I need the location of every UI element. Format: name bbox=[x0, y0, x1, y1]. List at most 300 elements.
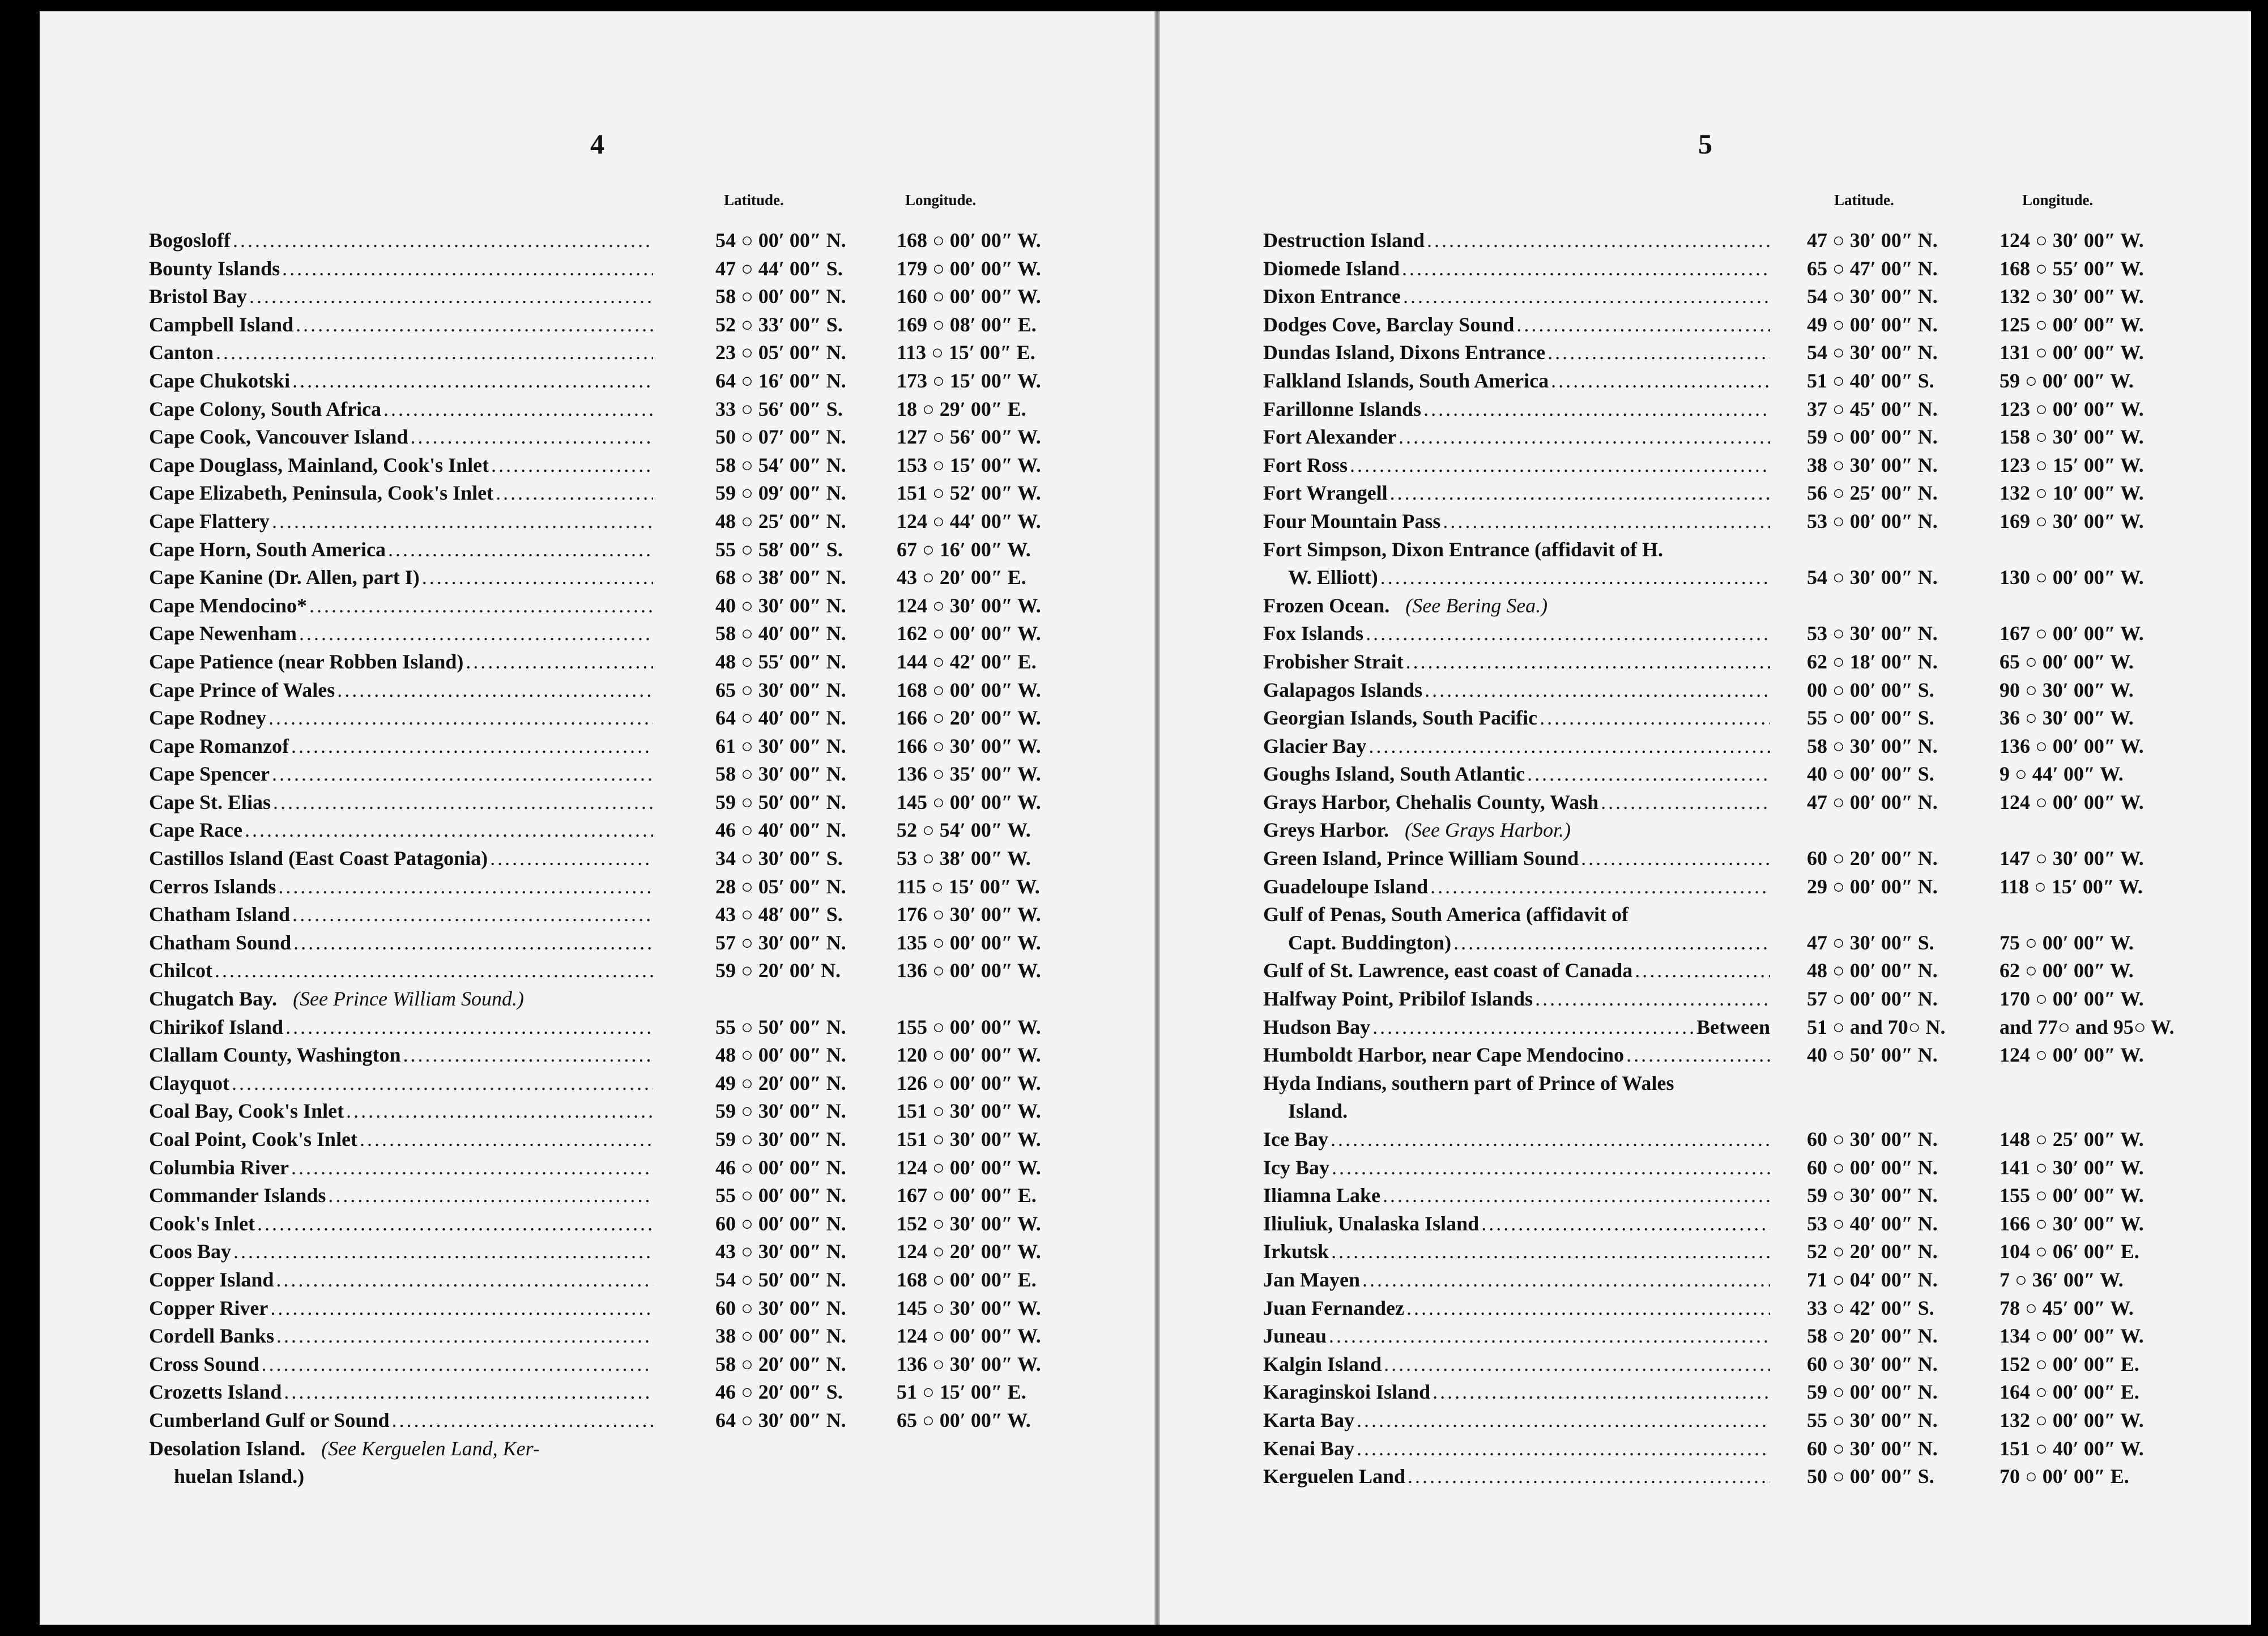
list-item bbox=[1263, 1210, 2215, 1238]
list-item bbox=[1263, 1294, 2215, 1323]
leader-dots bbox=[282, 255, 653, 283]
list-item bbox=[1263, 1097, 2215, 1126]
place-name bbox=[149, 845, 653, 873]
place-name-text: Cook's Inlet bbox=[149, 1212, 255, 1235]
place-name bbox=[1263, 339, 1770, 367]
place-name-text: Juneau bbox=[1263, 1324, 1327, 1348]
book-gutter bbox=[1154, 11, 1160, 1625]
leader-dots bbox=[1581, 845, 1770, 873]
longitude-value: 164 ○ 00′ 00″ E. bbox=[2000, 1381, 2139, 1404]
place-name-text: Cape Chukotski bbox=[149, 369, 291, 392]
leader-dots bbox=[1369, 732, 1770, 761]
longitude-value: 179 ○ 00′ 00″ W. bbox=[897, 257, 1041, 280]
longitude-value: 168 ○ 00′ 00″ W. bbox=[897, 678, 1041, 701]
longitude-value: 158 ○ 30′ 00″ W. bbox=[2000, 425, 2144, 449]
place-name bbox=[149, 873, 653, 901]
place-name-text: Kerguelen Land bbox=[1263, 1465, 1406, 1488]
place-name-text: Copper River bbox=[149, 1296, 268, 1319]
leader-dots bbox=[1540, 704, 1770, 732]
list-item bbox=[149, 479, 1101, 508]
list-item bbox=[149, 816, 1101, 845]
latitude-value: 53 ○ 40′ 00″ N. bbox=[1807, 1212, 1938, 1235]
longitude-value: 78 ○ 45′ 00″ W. bbox=[2000, 1296, 2134, 1319]
leader-dots bbox=[1433, 1378, 1770, 1407]
leader-dots bbox=[278, 873, 653, 901]
latitude-value: 57 ○ 30′ 00″ N. bbox=[715, 931, 846, 954]
latitude-value: 40 ○ 50′ 00″ N. bbox=[1807, 1043, 1938, 1067]
place-name-text: Bogosloff bbox=[149, 229, 231, 252]
latitude-value: 58 ○ 20′ 00″ N. bbox=[1807, 1324, 1938, 1348]
list-item bbox=[149, 648, 1101, 676]
place-name-text: Karaginskoi Island bbox=[1263, 1381, 1431, 1404]
leader-dots bbox=[296, 311, 653, 339]
place-name-text: Glacier Bay bbox=[1263, 734, 1367, 757]
leader-dots bbox=[1366, 620, 1770, 648]
leader-dots bbox=[1362, 1266, 1770, 1294]
list-item bbox=[149, 536, 1101, 564]
latitude-value: 64 ○ 30′ 00″ N. bbox=[715, 1408, 846, 1432]
place-name-text: Fox Islands bbox=[1263, 622, 1364, 645]
list-item bbox=[149, 929, 1101, 957]
leader-dots bbox=[328, 1182, 653, 1210]
leader-dots bbox=[1390, 479, 1770, 508]
list-item bbox=[1263, 1350, 2215, 1379]
place-name bbox=[149, 1070, 653, 1098]
latitude-value: 38 ○ 00′ 00″ N. bbox=[715, 1324, 846, 1348]
list-item bbox=[1263, 985, 2215, 1013]
leader-dots bbox=[292, 901, 653, 929]
leader-dots bbox=[1331, 1238, 1770, 1266]
leader-dots bbox=[1443, 508, 1770, 536]
list-item bbox=[1263, 957, 2215, 985]
list-item bbox=[1263, 592, 2215, 620]
latitude-value: 55 ○ 30′ 00″ N. bbox=[1807, 1408, 1938, 1432]
place-name bbox=[149, 451, 653, 480]
list-item bbox=[149, 1210, 1101, 1238]
place-name bbox=[1263, 1350, 1770, 1379]
place-name bbox=[1263, 367, 1770, 395]
list-item bbox=[1263, 648, 2215, 676]
place-name bbox=[1263, 845, 1770, 873]
place-name-text: Cape Flattery bbox=[149, 509, 270, 532]
place-name-text: Cape Race bbox=[149, 819, 242, 842]
place-name-text: Falkland Islands, South America bbox=[1263, 369, 1549, 392]
place-name-text: Hyda Indians, southern part of Prince of Wales bbox=[1263, 1071, 1674, 1094]
latitude-value: 43 ○ 48′ 00″ S. bbox=[715, 903, 843, 926]
place-name bbox=[1263, 255, 1770, 283]
list-item bbox=[149, 283, 1101, 311]
place-name bbox=[1263, 732, 1770, 761]
leader-dots bbox=[1384, 1350, 1770, 1379]
leader-dots bbox=[270, 1294, 653, 1323]
place-name-text: Fort Simpson, Dixon Entrance (affidavit of H. bbox=[1263, 538, 1663, 561]
place-name bbox=[1263, 816, 1770, 845]
place-name bbox=[149, 957, 653, 985]
latitude-value: 58 ○ 20′ 00″ N. bbox=[715, 1352, 846, 1375]
leader-dots bbox=[261, 1350, 653, 1379]
place-name bbox=[149, 283, 653, 311]
list-item bbox=[149, 760, 1101, 789]
place-name bbox=[1263, 1013, 1770, 1042]
range-note: Between bbox=[1696, 1015, 1770, 1038]
list-item bbox=[149, 789, 1101, 817]
longitude-value: 168 ○ 00′ 00″ E. bbox=[897, 1268, 1037, 1291]
latitude-value: 23 ○ 05′ 00″ N. bbox=[715, 341, 846, 364]
longitude-value: 169 ○ 08′ 00″ E. bbox=[897, 313, 1037, 336]
list-item bbox=[1263, 1041, 2215, 1070]
place-name bbox=[149, 648, 653, 676]
latitude-value: 60 ○ 30′ 00″ N. bbox=[1807, 1128, 1938, 1151]
longitude-value: 155 ○ 00′ 00″ W. bbox=[897, 1015, 1041, 1038]
place-name bbox=[1263, 789, 1770, 817]
longitude-value: 176 ○ 30′ 00″ W. bbox=[897, 903, 1041, 926]
list-item bbox=[149, 1182, 1101, 1210]
place-name bbox=[1263, 592, 1770, 620]
latitude-value: 47 ○ 30′ 00″ S. bbox=[1807, 931, 1934, 954]
latitude-value: 55 ○ 00′ 00″ N. bbox=[715, 1184, 846, 1207]
place-name-text: Guadeloupe Island bbox=[1263, 875, 1429, 898]
longitude-value: 152 ○ 30′ 00″ W. bbox=[897, 1212, 1041, 1235]
place-name-text: Coal Point, Cook's Inlet bbox=[149, 1128, 358, 1151]
latitude-value: 65 ○ 47′ 00″ N. bbox=[1807, 257, 1938, 280]
place-name bbox=[149, 929, 653, 957]
place-name-text: Georgian Islands, South Pacific bbox=[1263, 706, 1538, 730]
place-name bbox=[1263, 451, 1770, 480]
place-name bbox=[149, 592, 653, 620]
leader-dots bbox=[1402, 255, 1770, 283]
place-name bbox=[149, 395, 653, 424]
place-name bbox=[149, 311, 653, 339]
latitude-value: 37 ○ 45′ 00″ N. bbox=[1807, 397, 1938, 420]
list-item bbox=[1263, 676, 2215, 705]
longitude-value: 155 ○ 00′ 00″ W. bbox=[2000, 1184, 2144, 1207]
list-item bbox=[149, 1294, 1101, 1323]
leader-dots bbox=[1551, 367, 1770, 395]
longitude-value: 167 ○ 00′ 00″ E. bbox=[897, 1184, 1037, 1207]
longitude-value: 9 ○ 44′ 00″ W. bbox=[2000, 762, 2124, 786]
place-name-text: Humboldt Harbor, near Cape Mendocino bbox=[1263, 1043, 1625, 1067]
latitude-value: 33 ○ 56′ 00″ S. bbox=[715, 397, 843, 420]
place-name bbox=[1263, 508, 1770, 536]
list-item bbox=[149, 255, 1101, 283]
place-name bbox=[149, 1041, 653, 1070]
longitude-value: 51 ○ 15′ 00″ E. bbox=[897, 1381, 1026, 1404]
longitude-value: 18 ○ 29′ 00″ E. bbox=[897, 397, 1026, 420]
place-name bbox=[149, 1013, 653, 1042]
cross-reference: (See Kerguelen Land, Ker- bbox=[321, 1437, 540, 1460]
place-name-text: Cape Horn, South America bbox=[149, 538, 386, 561]
place-name-text: Chilcot bbox=[149, 959, 212, 982]
list-item bbox=[1263, 929, 2215, 957]
list-item bbox=[149, 339, 1101, 367]
longitude-value: 65 ○ 00′ 00″ W. bbox=[2000, 650, 2134, 673]
place-name-text: Cape Spencer bbox=[149, 762, 270, 786]
leader-dots bbox=[1635, 957, 1770, 985]
place-name bbox=[1263, 536, 1954, 564]
place-name-text: Cape Colony, South Africa bbox=[149, 397, 382, 420]
list-item bbox=[1263, 901, 2215, 929]
latitude-value: 54 ○ 50′ 00″ N. bbox=[715, 1268, 846, 1291]
place-name-text: Kalgin Island bbox=[1263, 1352, 1382, 1375]
latitude-value: 68 ○ 38′ 00″ N. bbox=[715, 566, 846, 589]
longitude-value: 53 ○ 38′ 00″ W. bbox=[897, 847, 1031, 870]
leader-dots bbox=[233, 227, 653, 255]
place-name-text: Clallam County, Washington bbox=[149, 1043, 401, 1067]
latitude-value: 00 ○ 00′ 00″ S. bbox=[1807, 678, 1934, 701]
place-name bbox=[1263, 1097, 1770, 1126]
place-name bbox=[149, 1154, 653, 1182]
place-name-text: Cape Patience (near Robben Island) bbox=[149, 650, 464, 673]
longitude-value: 145 ○ 00′ 00″ W. bbox=[897, 790, 1041, 813]
leader-dots bbox=[1357, 1407, 1770, 1435]
longitude-value: 132 ○ 10′ 00″ W. bbox=[2000, 482, 2144, 505]
leader-dots bbox=[292, 367, 653, 395]
place-name bbox=[1263, 1266, 1770, 1294]
place-name-text: Fort Alexander bbox=[1263, 425, 1396, 449]
longitude-value: 124 ○ 00′ 00″ W. bbox=[897, 1156, 1041, 1179]
place-name-text: Juan Fernandez bbox=[1263, 1296, 1405, 1319]
list-item bbox=[149, 1238, 1101, 1266]
list-item bbox=[149, 1126, 1101, 1154]
longitude-value: 104 ○ 06′ 00″ E. bbox=[2000, 1240, 2139, 1263]
place-name bbox=[1263, 1210, 1770, 1238]
list-item bbox=[1263, 1154, 2215, 1182]
cross-reference: (See Bering Sea.) bbox=[1405, 594, 1548, 617]
list-item bbox=[149, 985, 1101, 1013]
leader-dots bbox=[1372, 1013, 1696, 1042]
right-page bbox=[1160, 11, 2251, 1625]
longitude-value: 160 ○ 00′ 00″ W. bbox=[897, 285, 1041, 308]
latitude-value: 49 ○ 20′ 00″ N. bbox=[715, 1071, 846, 1094]
place-name bbox=[149, 479, 653, 508]
longitude-value: 169 ○ 30′ 00″ W. bbox=[2000, 509, 2144, 532]
list-item bbox=[149, 901, 1101, 929]
longitude-value: 124 ○ 30′ 00″ W. bbox=[897, 594, 1041, 617]
place-name-text: Cross Sound bbox=[149, 1352, 259, 1375]
latitude-value: 59 ○ 09′ 00″ N. bbox=[715, 482, 846, 505]
place-name-text: Dixon Entrance bbox=[1263, 285, 1401, 308]
latitude-value: 34 ○ 30′ 00″ S. bbox=[715, 847, 843, 870]
place-name bbox=[149, 508, 653, 536]
list-item bbox=[149, 620, 1101, 648]
list-item bbox=[1263, 1013, 2215, 1042]
leader-dots bbox=[293, 929, 653, 957]
place-name bbox=[149, 1266, 653, 1294]
list-item bbox=[1263, 451, 2215, 480]
longitude-value: 126 ○ 00′ 00″ W. bbox=[897, 1071, 1041, 1094]
place-name-text: Cordell Banks bbox=[149, 1324, 275, 1348]
leader-dots bbox=[383, 395, 653, 424]
place-name-text: Iliuliuk, Unalaska Island bbox=[1263, 1212, 1480, 1235]
place-name-text: Cape Cook, Vancouver Island bbox=[149, 425, 408, 449]
place-name-text: Cape Kanine (Dr. Allen, part I) bbox=[149, 566, 420, 589]
leader-dots bbox=[232, 1070, 653, 1098]
leader-dots bbox=[276, 1266, 653, 1294]
longitude-value: 135 ○ 00′ 00″ W. bbox=[897, 931, 1041, 954]
latitude-value: 59 ○ 00′ 00″ N. bbox=[1807, 1381, 1938, 1404]
latitude-value: 47 ○ 44′ 00″ S. bbox=[715, 257, 843, 280]
place-name-text: Desolation Island. bbox=[149, 1437, 306, 1460]
place-name-text: Gulf of Penas, South America (affidavit of bbox=[1263, 903, 1628, 926]
place-name bbox=[149, 1435, 653, 1463]
longitude-value: 123 ○ 00′ 00″ W. bbox=[2000, 397, 2144, 420]
place-name bbox=[149, 255, 653, 283]
place-name-text: Green Island, Prince William Sound bbox=[1263, 847, 1579, 870]
leader-dots bbox=[491, 451, 653, 480]
longitude-value: 153 ○ 15′ 00″ W. bbox=[897, 453, 1041, 476]
cross-reference: (See Prince William Sound.) bbox=[293, 987, 524, 1011]
leader-dots bbox=[1329, 1322, 1770, 1350]
longitude-value: 168 ○ 55′ 00″ W. bbox=[2000, 257, 2144, 280]
place-name-text: Canton bbox=[149, 341, 214, 364]
longitude-value: 124 ○ 44′ 00″ W. bbox=[897, 509, 1041, 532]
place-name-text: Ice Bay bbox=[1263, 1128, 1328, 1151]
place-name-text: Cape Mendocino* bbox=[149, 594, 307, 617]
latitude-value: 59 ○ 20′ 00′ N. bbox=[715, 959, 841, 982]
leader-dots bbox=[422, 564, 653, 592]
longitude-value: 36 ○ 30′ 00″ W. bbox=[2000, 706, 2134, 730]
longitude-header: Longitude. bbox=[2022, 191, 2094, 208]
leader-dots bbox=[1547, 339, 1770, 367]
leader-dots bbox=[272, 760, 653, 789]
longitude-value: 170 ○ 00′ 00″ W. bbox=[2000, 987, 2144, 1011]
place-name-text: Greys Harbor. bbox=[1263, 819, 1389, 842]
place-name-text: Four Mountain Pass bbox=[1263, 509, 1441, 532]
place-name-text: Chirikof Island bbox=[149, 1015, 284, 1038]
list-item bbox=[1263, 760, 2215, 789]
longitude-value: 166 ○ 20′ 00″ W. bbox=[897, 706, 1041, 730]
leader-dots bbox=[1516, 311, 1770, 339]
latitude-value: 59 ○ 30′ 00″ N. bbox=[715, 1128, 846, 1151]
latitude-value: 60 ○ 30′ 00″ N. bbox=[715, 1296, 846, 1319]
place-name bbox=[1263, 283, 1770, 311]
place-name bbox=[1263, 311, 1770, 339]
latitude-value: 55 ○ 00′ 00″ S. bbox=[1807, 706, 1934, 730]
latitude-value: 59 ○ 30′ 00″ N. bbox=[715, 1100, 846, 1123]
leader-dots bbox=[466, 648, 653, 676]
leader-dots bbox=[1331, 1126, 1770, 1154]
leader-dots bbox=[291, 1154, 653, 1182]
longitude-value: 131 ○ 00′ 00″ W. bbox=[2000, 341, 2144, 364]
place-name bbox=[1263, 1182, 1770, 1210]
latitude-value: 46 ○ 20′ 00″ S. bbox=[715, 1381, 843, 1404]
longitude-value: 59 ○ 00′ 00″ W. bbox=[2000, 369, 2134, 392]
place-name bbox=[149, 676, 653, 705]
latitude-value: 47 ○ 00′ 00″ N. bbox=[1807, 790, 1938, 813]
place-name bbox=[1263, 901, 1954, 929]
place-name bbox=[149, 423, 653, 451]
latitude-value: 50 ○ 07′ 00″ N. bbox=[715, 425, 846, 449]
latitude-value: 59 ○ 30′ 00″ N. bbox=[1807, 1184, 1938, 1207]
leader-dots bbox=[215, 957, 653, 985]
place-name-text: Jan Mayen bbox=[1263, 1268, 1360, 1291]
leader-dots bbox=[233, 1238, 653, 1266]
leader-dots bbox=[284, 1378, 653, 1407]
list-item bbox=[149, 451, 1101, 480]
longitude-value: 43 ○ 20′ 00″ E. bbox=[897, 566, 1026, 589]
list-item bbox=[1263, 1322, 2215, 1350]
latitude-value: 59 ○ 00′ 00″ N. bbox=[1807, 425, 1938, 449]
place-name-text: Coos Bay bbox=[149, 1240, 232, 1263]
longitude-value: 124 ○ 00′ 00″ W. bbox=[897, 1324, 1041, 1348]
leader-dots bbox=[299, 620, 653, 648]
list-item bbox=[149, 508, 1101, 536]
leader-dots bbox=[1430, 873, 1770, 901]
page-number: 4 bbox=[590, 128, 604, 160]
place-name-text: Chatham Island bbox=[149, 903, 291, 926]
leader-dots bbox=[1527, 760, 1770, 789]
longitude-value: 124 ○ 00′ 00″ W. bbox=[2000, 790, 2144, 813]
place-name-text: Cumberland Gulf or Sound bbox=[149, 1408, 390, 1432]
latitude-value: 59 ○ 50′ 00″ N. bbox=[715, 790, 846, 813]
list-item bbox=[149, 227, 1101, 255]
longitude-value: 113 ○ 15′ 00″ E. bbox=[897, 341, 1035, 364]
longitude-value: 151 ○ 30′ 00″ W. bbox=[897, 1100, 1041, 1123]
longitude-value: 120 ○ 00′ 00″ W. bbox=[897, 1043, 1041, 1067]
latitude-value: 46 ○ 40′ 00″ N. bbox=[715, 819, 846, 842]
longitude-value: 118 ○ 15′ 00″ W. bbox=[2000, 875, 2143, 898]
latitude-value: 57 ○ 00′ 00″ N. bbox=[1807, 987, 1938, 1011]
place-name-text: Dodges Cove, Barclay Sound bbox=[1263, 313, 1515, 336]
leader-dots bbox=[1380, 564, 1770, 592]
place-name-text: Frobisher Strait bbox=[1263, 650, 1404, 673]
place-name-text: Bounty Islands bbox=[149, 257, 280, 280]
longitude-value: 166 ○ 30′ 00″ W. bbox=[2000, 1212, 2144, 1235]
latitude-value: 54 ○ 30′ 00″ N. bbox=[1807, 341, 1938, 364]
place-name-text: Goughs Island, South Atlantic bbox=[1263, 762, 1525, 786]
leader-dots bbox=[1403, 283, 1770, 311]
place-name-text: Crozetts Island bbox=[149, 1381, 282, 1404]
list-item bbox=[149, 1322, 1101, 1350]
longitude-value: 123 ○ 15′ 00″ W. bbox=[2000, 453, 2144, 476]
place-name-text: Castillos Island (East Coast Patagonia) bbox=[149, 847, 488, 870]
latitude-value: 48 ○ 55′ 00″ N. bbox=[715, 650, 846, 673]
place-name bbox=[1263, 1126, 1770, 1154]
latitude-value: 60 ○ 30′ 00″ N. bbox=[1807, 1437, 1938, 1460]
place-name bbox=[149, 760, 653, 789]
leader-dots bbox=[490, 845, 653, 873]
list-item bbox=[149, 1154, 1101, 1182]
leader-dots bbox=[216, 339, 653, 367]
list-item bbox=[149, 311, 1101, 339]
place-name bbox=[1263, 985, 1770, 1013]
place-name bbox=[1263, 873, 1770, 901]
place-name-text: Hudson Bay bbox=[1263, 1015, 1371, 1038]
leader-dots bbox=[1453, 929, 1770, 957]
list-item bbox=[1263, 536, 2215, 564]
latitude-value: 55 ○ 58′ 00″ S. bbox=[715, 538, 843, 561]
leader-dots bbox=[268, 704, 653, 732]
place-name-text: huelan Island.) bbox=[174, 1465, 305, 1488]
latitude-value: 48 ○ 00′ 00″ N. bbox=[1807, 959, 1938, 982]
place-name bbox=[149, 1322, 653, 1350]
place-name-text: Coal Bay, Cook's Inlet bbox=[149, 1100, 344, 1123]
place-name bbox=[1263, 676, 1770, 705]
list-item bbox=[149, 676, 1101, 705]
longitude-value: 151 ○ 30′ 00″ W. bbox=[897, 1128, 1041, 1151]
place-name-text: Halfway Point, Pribilof Islands bbox=[1263, 987, 1533, 1011]
latitude-value: 52 ○ 20′ 00″ N. bbox=[1807, 1240, 1938, 1263]
latitude-value: 53 ○ 30′ 00″ N. bbox=[1807, 622, 1938, 645]
longitude-value: 136 ○ 00′ 00″ W. bbox=[897, 959, 1041, 982]
place-name bbox=[1263, 1294, 1770, 1323]
place-name bbox=[1263, 1463, 1770, 1491]
place-name-text: Fort Wrangell bbox=[1263, 482, 1388, 505]
longitude-value: 90 ○ 30′ 00″ W. bbox=[2000, 678, 2134, 701]
leader-dots bbox=[1383, 1182, 1770, 1210]
place-name-text: Icy Bay bbox=[1263, 1156, 1329, 1179]
latitude-value: 47 ○ 30′ 00″ N. bbox=[1807, 229, 1938, 252]
